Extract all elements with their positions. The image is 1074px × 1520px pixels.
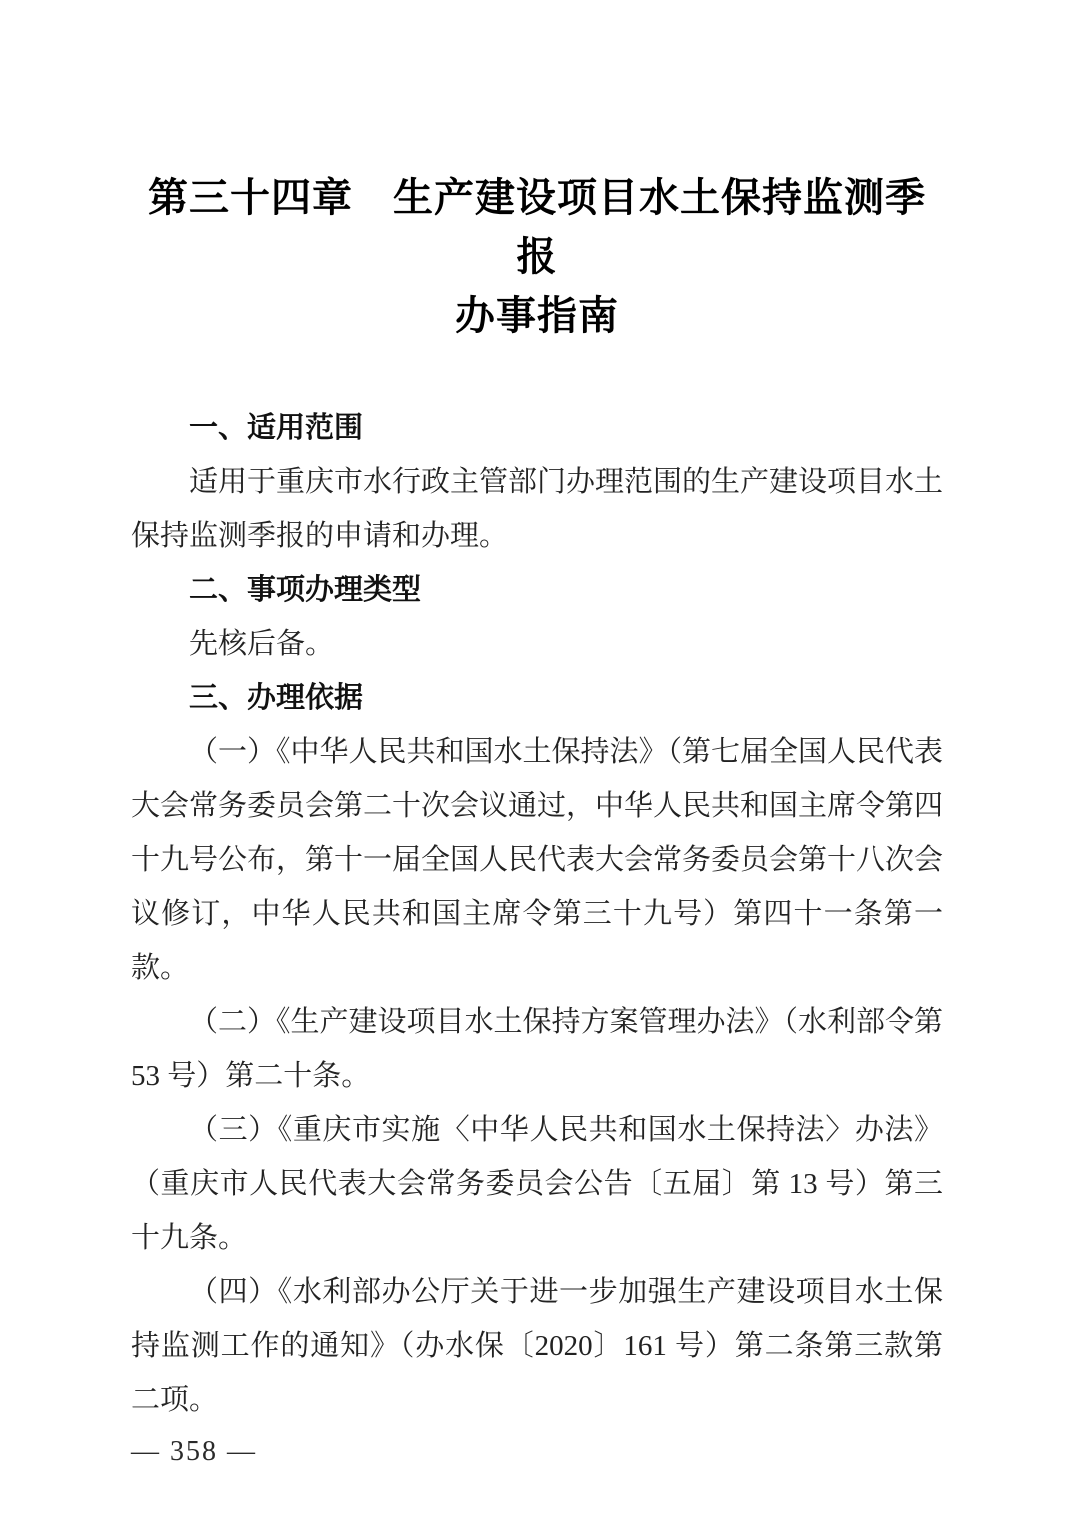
paragraph-scope: 适用于重庆市水行政主管部门办理范围的生产建设项目水土保持监测季报的申请和办理。 [131, 466, 944, 552]
chapter-number: 第三十四章 [148, 175, 353, 220]
section-heading-legal-basis: 三、办理依据 [189, 682, 364, 714]
paragraph-basis-3: （三）《重庆市实施〈中华人民共和国水土保持法〉办法》（重庆市人民代表大会常务委员会公告〔五届〕第 13 号）第三十九条。 [131, 1114, 943, 1254]
document-title-line2: 办事指南 [455, 293, 619, 338]
paragraph-handling-type: 先核后备。 [189, 628, 335, 660]
document-body [131, 401, 943, 1475]
paragraph-basis-2: （二）《生产建设项目水土保持方案管理办法》（水利部令第 53 号）第二十条。 [131, 1006, 944, 1092]
document-name: 生产建设项目水土保持监测季报 [393, 175, 926, 279]
document-title-line1 [131, 168, 943, 286]
section-heading-scope: 一、适用范围 [189, 412, 364, 444]
text-column [131, 0, 943, 1475]
section-heading-handling-type: 二、事项办理类型 [189, 574, 422, 606]
document-title [131, 168, 943, 345]
paragraph-basis-4: （四）《水利部办公厅关于进一步加强生产建设项目水土保持监测工作的通知》（办水保〔2020〕161 号）第二条第三款第二项。 [131, 1276, 943, 1416]
page-number: — 358 — [131, 1436, 257, 1467]
paragraph-basis-1: （一）《中华人民共和国水土保持法》（第七届全国人民代表大会常务委员会第二十次会议通过，中华人民共和国主席令第四十九号公布，第十一届全国人民代表大会常务委员会第十八次会议修订，中华人民共和国主席令第三十九号）第四十一条第一款。 [131, 736, 944, 984]
